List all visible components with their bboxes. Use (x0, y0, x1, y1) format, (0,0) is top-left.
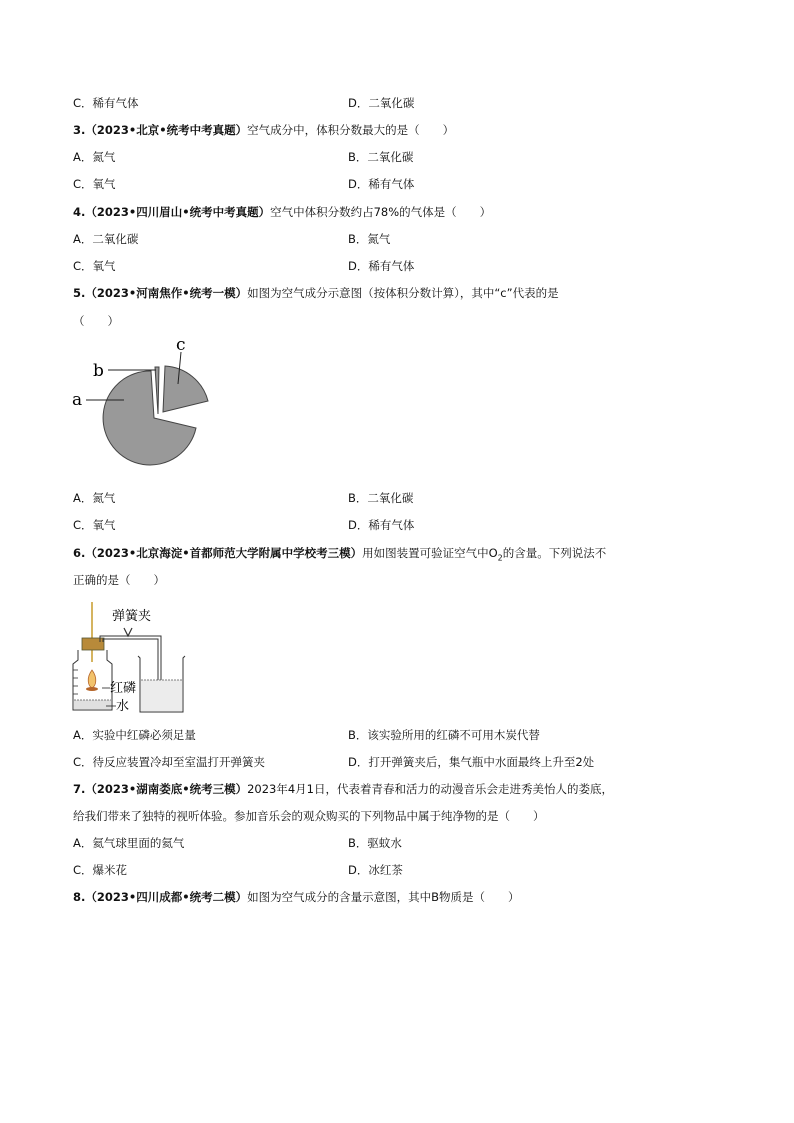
q5-option-a: A．氮气 (73, 491, 116, 505)
q5-options-ab (0, 488, 794, 508)
q8-stem (0, 887, 794, 907)
q5-option-b: B．二氧化碳 (348, 491, 414, 505)
q4-option-b: B．氮气 (348, 232, 391, 246)
q3-text: 空气成分中，体积分数最大的是（ ） (247, 123, 455, 137)
q3-option-c: C．氧气 (73, 177, 116, 191)
q5-number: 5. (73, 286, 86, 300)
pie-label-b: b (93, 361, 104, 381)
q3-option-b: B．二氧化碳 (348, 150, 414, 164)
q4-source: （2023•四川眉山•统考中考真题） (85, 205, 271, 219)
q2-option-d: D．二氧化碳 (348, 96, 415, 110)
q4-option-a: A．二氧化碳 (73, 232, 139, 246)
q5-paren-line (0, 311, 794, 331)
q6-option-c: C．待反应装置冷却至室温打开弹簧夹 (73, 755, 266, 769)
q6-apparatus-figure (66, 598, 196, 718)
q5-paren: （ ） (73, 314, 119, 328)
q8-number: 8. (73, 890, 86, 904)
q4-text: 空气中体积分数约占78%的气体是（ ） (270, 205, 492, 219)
beaker-water (141, 680, 182, 711)
q6-source: （2023•北京海淀•首都师范大学附属中学校考三模） (85, 546, 363, 560)
q2-option-c: C．稀有气体 (73, 96, 139, 110)
pie-label-c: c (176, 336, 186, 355)
label-water: 水 (116, 699, 130, 714)
q7-source: （2023•湖南娄底•统考三模） (85, 782, 248, 796)
q6-option-b: B．该实验所用的红磷不可用木炭代替 (348, 728, 540, 742)
label-spring-clip: 弹簧夹 (112, 609, 152, 624)
q8-source: （2023•四川成都•统考二模） (85, 890, 248, 904)
q7-options-ab (0, 833, 794, 853)
q7-text: 2023年4月1日，代表着青春和活力的动漫音乐会走进秀美怡人的娄底， (247, 782, 613, 796)
q6-o2-subscript: 2 (497, 553, 503, 563)
q2-options-cd (0, 93, 794, 113)
bottle-water (74, 700, 111, 709)
q6-text-2: 正确的是（ ） (73, 573, 165, 587)
q4-options-cd (0, 256, 794, 276)
q7-stem-line2 (0, 806, 794, 826)
q7-option-a: A．氦气球里面的氦气 (73, 836, 185, 850)
q5-option-c: C．氧气 (73, 518, 116, 532)
q4-stem (0, 202, 794, 222)
q6-number: 6. (73, 546, 86, 560)
q4-number: 4. (73, 205, 86, 219)
q3-options-cd (0, 174, 794, 194)
pie-slice-c (163, 366, 208, 412)
q5-options-cd (0, 515, 794, 535)
red-phosphorus-flame (88, 670, 96, 688)
q5-text: 如图为空气成分示意图（按体积分数计算），其中“c”代表的是 (247, 286, 559, 300)
q6-options-ab (0, 725, 794, 745)
q3-options-ab (0, 147, 794, 167)
q7-stem (0, 779, 794, 799)
pie-label-a: a (72, 390, 83, 410)
q3-option-a: A．氮气 (73, 150, 116, 164)
q7-option-b: B．驱蚊水 (348, 836, 402, 850)
q3-number: 3. (73, 123, 86, 137)
q6-options-cd (0, 752, 794, 772)
q7-options-cd (0, 860, 794, 880)
q4-option-d: D．稀有气体 (348, 259, 415, 273)
pie-slice-b (155, 367, 159, 414)
q4-option-c: C．氧气 (73, 259, 116, 273)
q3-option-d: D．稀有气体 (348, 177, 415, 191)
q4-options-ab (0, 229, 794, 249)
q3-stem (0, 120, 794, 140)
q6-option-a: A．实验中红磷必须足量 (73, 728, 196, 742)
q5-stem (0, 283, 794, 303)
q8-text: 如图为空气成分的含量示意图，其中B物质是（ ） (247, 890, 520, 904)
rubber-stopper (82, 638, 104, 650)
label-red-phosphorus: 红磷 (110, 681, 137, 696)
q7-option-d: D．冰红茶 (348, 863, 403, 877)
combustion-spoon (86, 687, 98, 691)
q6-text-end: 的含量。下列说法不 (502, 546, 607, 560)
q7-text-2: 给我们带来了独特的视听体验。参加音乐会的观众购买的下列物品中属于纯净物的是（ ） (73, 809, 545, 823)
q5-pie-figure (66, 336, 216, 481)
q7-option-c: C．爆米花 (73, 863, 128, 877)
q6-stem (0, 543, 794, 563)
q6-option-d: D．打开弹簧夹后，集气瓶中水面最终上升至2处 (348, 755, 595, 769)
q5-source: （2023•河南焦作•统考一模） (85, 286, 248, 300)
q6-stem-line2 (0, 570, 794, 590)
q7-number: 7. (73, 782, 86, 796)
q6-text: 用如图装置可验证空气中O (362, 546, 498, 560)
q5-option-d: D．稀有气体 (348, 518, 415, 532)
spring-clip (124, 628, 132, 636)
q3-source: （2023•北京•统考中考真题） (85, 123, 248, 137)
